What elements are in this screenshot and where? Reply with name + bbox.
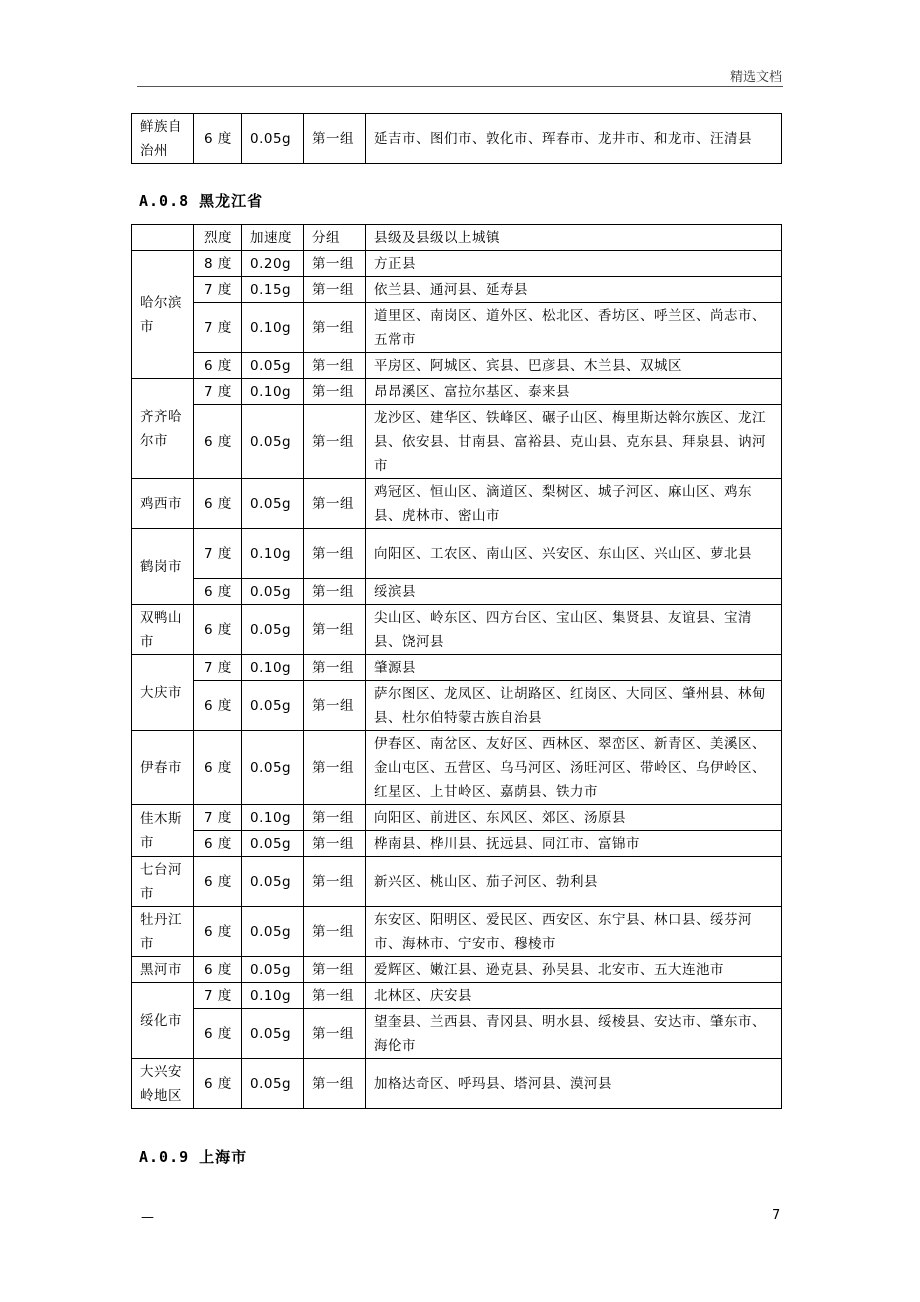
heilongjiang-table bbox=[131, 224, 782, 1109]
accel-cell: 0.15g bbox=[242, 277, 304, 303]
group-cell: 第一组 bbox=[304, 579, 366, 605]
group-cell: 第一组 bbox=[304, 983, 366, 1009]
group-cell: 第一组 bbox=[304, 353, 366, 379]
table-row bbox=[132, 405, 782, 479]
group-cell: 第一组 bbox=[304, 405, 366, 479]
towns-cell: 肇源县 bbox=[366, 655, 782, 681]
group-cell: 第一组 bbox=[304, 251, 366, 277]
region-cell: 鹤岗市 bbox=[132, 529, 194, 605]
towns-cell: 新兴区、桃山区、茄子河区、勃利县 bbox=[366, 857, 782, 907]
towns-cell: 平房区、阿城区、宾县、巴彦县、木兰县、双城区 bbox=[366, 353, 782, 379]
towns-cell: 尖山区、岭东区、四方台区、宝山区、集贤县、友谊县、宝清县、饶河县 bbox=[366, 605, 782, 655]
intensity-cell: 6 度 bbox=[194, 579, 242, 605]
intensity-cell: 6 度 bbox=[194, 1059, 242, 1109]
table-row bbox=[132, 957, 782, 983]
group-cell: 第一组 bbox=[304, 1059, 366, 1109]
accel-cell: 0.05g bbox=[242, 353, 304, 379]
table-row bbox=[132, 277, 782, 303]
region-cell: 大庆市 bbox=[132, 655, 194, 731]
table-row bbox=[132, 579, 782, 605]
page-header-text: 精选文档 bbox=[729, 70, 782, 85]
accel-cell: 0.10g bbox=[242, 303, 304, 353]
region-cell: 绥化市 bbox=[132, 983, 194, 1059]
intensity-cell: 6 度 bbox=[194, 114, 242, 164]
accel-cell: 0.05g bbox=[242, 731, 304, 805]
column-header: 烈度 bbox=[194, 225, 242, 251]
intensity-cell: 7 度 bbox=[194, 379, 242, 405]
group-cell: 第一组 bbox=[304, 277, 366, 303]
accel-cell: 0.10g bbox=[242, 529, 304, 579]
intensity-cell: 6 度 bbox=[194, 831, 242, 857]
table-row bbox=[132, 114, 782, 164]
intensity-cell: 6 度 bbox=[194, 731, 242, 805]
accel-cell: 0.20g bbox=[242, 251, 304, 277]
region-cell: 佳木斯市 bbox=[132, 805, 194, 857]
region-cell: 黑河市 bbox=[132, 957, 194, 983]
table-row bbox=[132, 353, 782, 379]
accel-cell: 0.05g bbox=[242, 579, 304, 605]
towns-cell: 北林区、庆安县 bbox=[366, 983, 782, 1009]
intensity-cell: 7 度 bbox=[194, 805, 242, 831]
intensity-cell: 7 度 bbox=[194, 303, 242, 353]
group-cell: 第一组 bbox=[304, 605, 366, 655]
region-cell: 鲜族自治州 bbox=[132, 114, 194, 164]
accel-cell: 0.10g bbox=[242, 805, 304, 831]
table-row bbox=[132, 983, 782, 1009]
region-cell: 鸡西市 bbox=[132, 479, 194, 529]
accel-cell: 0.05g bbox=[242, 957, 304, 983]
accel-cell: 0.05g bbox=[242, 405, 304, 479]
group-cell: 第一组 bbox=[304, 1009, 366, 1059]
table-row bbox=[132, 907, 782, 957]
accel-cell: 0.10g bbox=[242, 379, 304, 405]
intensity-cell: 8 度 bbox=[194, 251, 242, 277]
group-cell: 第一组 bbox=[304, 731, 366, 805]
intensity-cell: 7 度 bbox=[194, 529, 242, 579]
intensity-cell: 7 度 bbox=[194, 277, 242, 303]
region-cell: 齐齐哈尔市 bbox=[132, 379, 194, 479]
group-cell: 第一组 bbox=[304, 655, 366, 681]
group-cell: 第一组 bbox=[304, 907, 366, 957]
accel-cell: 0.05g bbox=[242, 831, 304, 857]
towns-cell: 昂昂溪区、富拉尔基区、泰来县 bbox=[366, 379, 782, 405]
group-cell: 第一组 bbox=[304, 831, 366, 857]
table-row bbox=[132, 805, 782, 831]
accel-cell: 0.05g bbox=[242, 681, 304, 731]
jilin-continuation-table bbox=[131, 113, 782, 164]
accel-cell: 0.05g bbox=[242, 605, 304, 655]
intensity-cell: 6 度 bbox=[194, 405, 242, 479]
towns-cell: 向阳区、工农区、南山区、兴安区、东山区、兴山区、萝北县 bbox=[366, 529, 782, 579]
intensity-cell: 6 度 bbox=[194, 681, 242, 731]
intensity-cell: 7 度 bbox=[194, 983, 242, 1009]
table-row bbox=[132, 303, 782, 353]
table-row bbox=[132, 1059, 782, 1109]
towns-cell: 方正县 bbox=[366, 251, 782, 277]
accel-cell: 0.05g bbox=[242, 907, 304, 957]
page-number: 7 bbox=[772, 1208, 781, 1223]
accel-cell: 0.10g bbox=[242, 655, 304, 681]
towns-cell: 伊春区、南岔区、友好区、西林区、翠峦区、新青区、美溪区、金山屯区、五营区、乌马河区、汤旺河区、带岭区、乌伊岭区、红星区、上甘岭区、嘉荫县、铁力市 bbox=[366, 731, 782, 805]
region-cell: 哈尔滨市 bbox=[132, 251, 194, 379]
accel-cell: 0.05g bbox=[242, 857, 304, 907]
region-cell: 大兴安岭地区 bbox=[132, 1059, 194, 1109]
group-cell: 第一组 bbox=[304, 379, 366, 405]
towns-cell: 鸡冠区、恒山区、滴道区、梨树区、城子河区、麻山区、鸡东县、虎林市、密山市 bbox=[366, 479, 782, 529]
intensity-cell: 6 度 bbox=[194, 605, 242, 655]
intensity-cell: 6 度 bbox=[194, 479, 242, 529]
column-header: 县级及县级以上城镇 bbox=[366, 225, 782, 251]
group-cell: 第一组 bbox=[304, 805, 366, 831]
section-heading-shanghai: A.0.9 上海市 bbox=[139, 1148, 248, 1166]
table-row bbox=[132, 251, 782, 277]
region-cell: 双鸭山市 bbox=[132, 605, 194, 655]
table-row bbox=[132, 479, 782, 529]
table-row bbox=[132, 1009, 782, 1059]
towns-cell: 爱辉区、嫩江县、逊克县、孙吴县、北安市、五大连池市 bbox=[366, 957, 782, 983]
group-cell: 第一组 bbox=[304, 479, 366, 529]
towns-cell: 加格达奇区、呼玛县、塔河县、漠河县 bbox=[366, 1059, 782, 1109]
accel-cell: 0.05g bbox=[242, 1059, 304, 1109]
towns-cell: 萨尔图区、龙凤区、让胡路区、红岗区、大同区、肇州县、林甸县、杜尔伯特蒙古族自治县 bbox=[366, 681, 782, 731]
towns-cell: 依兰县、通河县、延寿县 bbox=[366, 277, 782, 303]
table-row bbox=[132, 529, 782, 579]
group-cell: 第一组 bbox=[304, 303, 366, 353]
table-row bbox=[132, 379, 782, 405]
group-cell: 第一组 bbox=[304, 957, 366, 983]
accel-cell: 0.05g bbox=[242, 1009, 304, 1059]
table-row bbox=[132, 857, 782, 907]
header-divider bbox=[137, 86, 783, 87]
column-header: 分组 bbox=[304, 225, 366, 251]
footer-dash: — bbox=[141, 1210, 154, 1225]
towns-cell: 延吉市、图们市、敦化市、珲春市、龙井市、和龙市、汪清县 bbox=[366, 114, 782, 164]
table-header-row bbox=[132, 225, 782, 251]
intensity-cell: 6 度 bbox=[194, 957, 242, 983]
table-row bbox=[132, 655, 782, 681]
group-cell: 第一组 bbox=[304, 857, 366, 907]
towns-cell: 向阳区、前进区、东风区、郊区、汤原县 bbox=[366, 805, 782, 831]
column-header: 加速度 bbox=[242, 225, 304, 251]
intensity-cell: 6 度 bbox=[194, 353, 242, 379]
towns-cell: 望奎县、兰西县、青冈县、明水县、绥棱县、安达市、肇东市、海伦市 bbox=[366, 1009, 782, 1059]
table-row bbox=[132, 681, 782, 731]
group-cell: 第一组 bbox=[304, 114, 366, 164]
intensity-cell: 6 度 bbox=[194, 907, 242, 957]
accel-cell: 0.10g bbox=[242, 983, 304, 1009]
intensity-cell: 6 度 bbox=[194, 1009, 242, 1059]
region-cell: 牡丹江市 bbox=[132, 907, 194, 957]
towns-cell: 绥滨县 bbox=[366, 579, 782, 605]
towns-cell: 龙沙区、建华区、铁峰区、碾子山区、梅里斯达斡尔族区、龙江县、依安县、甘南县、富裕县、克山县、克东县、拜泉县、讷河市 bbox=[366, 405, 782, 479]
accel-cell: 0.05g bbox=[242, 479, 304, 529]
towns-cell: 道里区、南岗区、道外区、松北区、香坊区、呼兰区、尚志市、五常市 bbox=[366, 303, 782, 353]
region-cell: 七台河市 bbox=[132, 857, 194, 907]
column-header bbox=[132, 225, 194, 251]
accel-cell: 0.05g bbox=[242, 114, 304, 164]
group-cell: 第一组 bbox=[304, 529, 366, 579]
table-row bbox=[132, 605, 782, 655]
group-cell: 第一组 bbox=[304, 681, 366, 731]
region-cell: 伊春市 bbox=[132, 731, 194, 805]
intensity-cell: 6 度 bbox=[194, 857, 242, 907]
section-heading-heilongjiang: A.0.8 黑龙江省 bbox=[139, 192, 264, 210]
table-row bbox=[132, 731, 782, 805]
towns-cell: 桦南县、桦川县、抚远县、同江市、富锦市 bbox=[366, 831, 782, 857]
table-row bbox=[132, 831, 782, 857]
towns-cell: 东安区、阳明区、爱民区、西安区、东宁县、林口县、绥芬河市、海林市、宁安市、穆棱市 bbox=[366, 907, 782, 957]
intensity-cell: 7 度 bbox=[194, 655, 242, 681]
